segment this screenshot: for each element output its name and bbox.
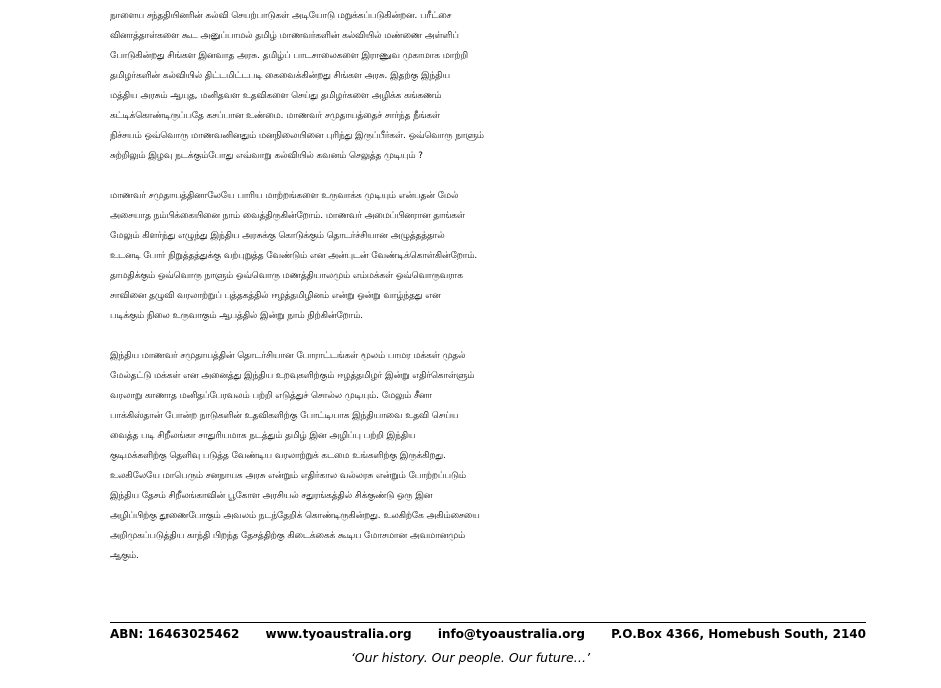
footer-address: P.O.Box 4366, Homebush South, 2140: [611, 627, 866, 641]
text-line: கட்டிக்கொண்டிருப்பதே கசப்பான உண்மை. மாணவர் சமுதாயத்தைச் சார்ந்த நீங்கள்: [110, 111, 440, 121]
text-line: அசையாத நம்பிக்கையினை நாம் வைத்திருகின்றோம். மாணவர் அமைப்பினரான தாங்கள்: [110, 211, 465, 221]
text-line: படிக்கும் நிலை உருவாகும் ஆபத்தில் இன்று நாம் நிற்கின்றோம்.: [110, 311, 364, 321]
text-line: சாவினை தழுவி வரலாற்றுப் புத்தகத்தில் ஈழத்தமிழினம் என்று ஒன்று வாழ்ந்தது என: [110, 291, 441, 301]
text-line: இந்திய தேசம் சிறீலங்காவின் பூகோள அரசியல் சதுரங்கத்தில் சிக்குண்டு ஒரு இன: [110, 491, 433, 501]
text-line: தமிழர்களின் கல்வியில் திட்டமிட்டபடி கைவைக்கின்றது சிங்கள அரசு. இதற்கு இந்திய: [110, 71, 450, 81]
text-line: நாளைய சந்ததியினரின் கல்வி செயற்பாடுகள் அடியோடு மறுக்கப்படுகின்றன. பரீட்சை: [110, 11, 452, 21]
page-footer: [110, 622, 866, 641]
text-line: அழிப்பிற்கு தூணைபோகும் அவலம் நடந்தேறிக் கொண்டிருகின்றது. உலகிற்கே அகிம்சையை: [110, 511, 480, 521]
text-line: பாக்கிஸ்தான் போன்ற நாடுகளின் உதவிகளிற்கு போட்டியாக இந்தியாவை உதவி செய்ய: [110, 411, 459, 421]
text-line: வரலாறு காணாத மனிதப்பேரவலம் பற்றி எடுத்துச் சொல்ல முடியும். மேலும் சீனா: [110, 391, 432, 401]
footer-email-link[interactable]: info@tyoaustralia.org: [437, 627, 585, 641]
paragraph-2: [110, 186, 870, 326]
text-line: குடிமக்களிற்கு தெளிவு படுத்த வேண்டிய வரலாற்றுக் கடமை உங்களிற்கு இருக்கிறது.: [110, 451, 446, 461]
text-line: சுற்றிலும் இழவு நடக்கும்போது எவ்வாறு கல்வியில் கவனம் செலுத்த முடியும் ?: [110, 151, 423, 161]
footer-website-link[interactable]: www.tyoaustralia.org: [265, 627, 412, 641]
text-line: அறிமுகப்படுத்திய காந்தி பிறந்த தேசத்திற்கு கிடைக்கைக் கூடிய மோசமான அவமானமும்: [110, 531, 466, 541]
footer-contact-row: [110, 623, 866, 641]
paragraph-3: [110, 346, 870, 566]
text-line: உலகிலேயே மாபெரும் சனநாயக அரசு என்றும் எதிர்கால வல்லரசு என்றும் போற்றப்படும்: [110, 471, 466, 481]
footer-abn: ABN: 16463025462: [110, 627, 240, 641]
text-line: மேலும் கிளர்ந்து எழுந்து இந்திய அரசுக்கு கொடுக்கும் தொடர்ச்சியான அழுத்தத்தால்: [110, 231, 445, 241]
text-line: ஆகும்.: [110, 551, 139, 561]
text-line: மத்திய அரசும் ஆயுத, மனிதவள உதவிகளை செய்து தமிழர்களை அழிக்க கங்கணம்: [110, 91, 442, 101]
text-line: உடனடி போர் நிறுத்தத்துக்கு வற்புறுத்த வேண்டும் என அன்புடன் வேண்டிக்கொள்கின்றோம்.: [110, 251, 478, 261]
text-line: இந்திய மாணவர் சமுதாயத்தின் தொடர்சியான போராட்டங்கள் மூலம் பாமர மக்கள் முதல்: [110, 351, 466, 361]
text-line: தாமதிக்கும் ஒவ்வொரு நாளும் ஒவ்வொரு மணத்தியாலமும் எம்மக்கள் ஒவ்வொருவராக: [110, 271, 463, 281]
text-line: போடுகின்றது சிங்கள இனவாத அரசு. தமிழ்ப் பாடசாலைகளை இராணுவ முகாமாக மாற்றி: [110, 51, 468, 61]
text-line: வினாத்தாள்களை கூட அனுப்பாமல் தமிழ் மாணவர்களின் கல்வியில் மண்ணை அள்ளிப்: [110, 31, 459, 41]
paragraph-1: [110, 6, 870, 166]
text-line: வைத்த படி சிறீலங்கா சாதுரியமாக நடத்தும் தமிழ் இன அழிப்பு பற்றி இந்திய: [110, 431, 416, 441]
text-line: மாணவர் சமுதாயத்தினாலேயே பாரிய மாற்றங்களை உருவாக்க முடியும் என்பதன் மேல்: [110, 191, 459, 201]
footer-motto: ‘Our history. Our people. Our future…’: [350, 650, 591, 665]
letter-body: [110, 6, 870, 586]
text-line: மேல்தட்டு மக்கள் என அனைத்து இந்திய உறவுகளிற்கும் ஈழத்தமிழர் இன்று எதிர்கொள்ளும்: [110, 371, 475, 381]
text-line: நிச்சயம் ஒவ்வொரு மாணவனினதும் மனநிலையினை புரிந்து இருப்பீர்கள். ஒவ்வொரு நாளும்: [110, 131, 484, 141]
